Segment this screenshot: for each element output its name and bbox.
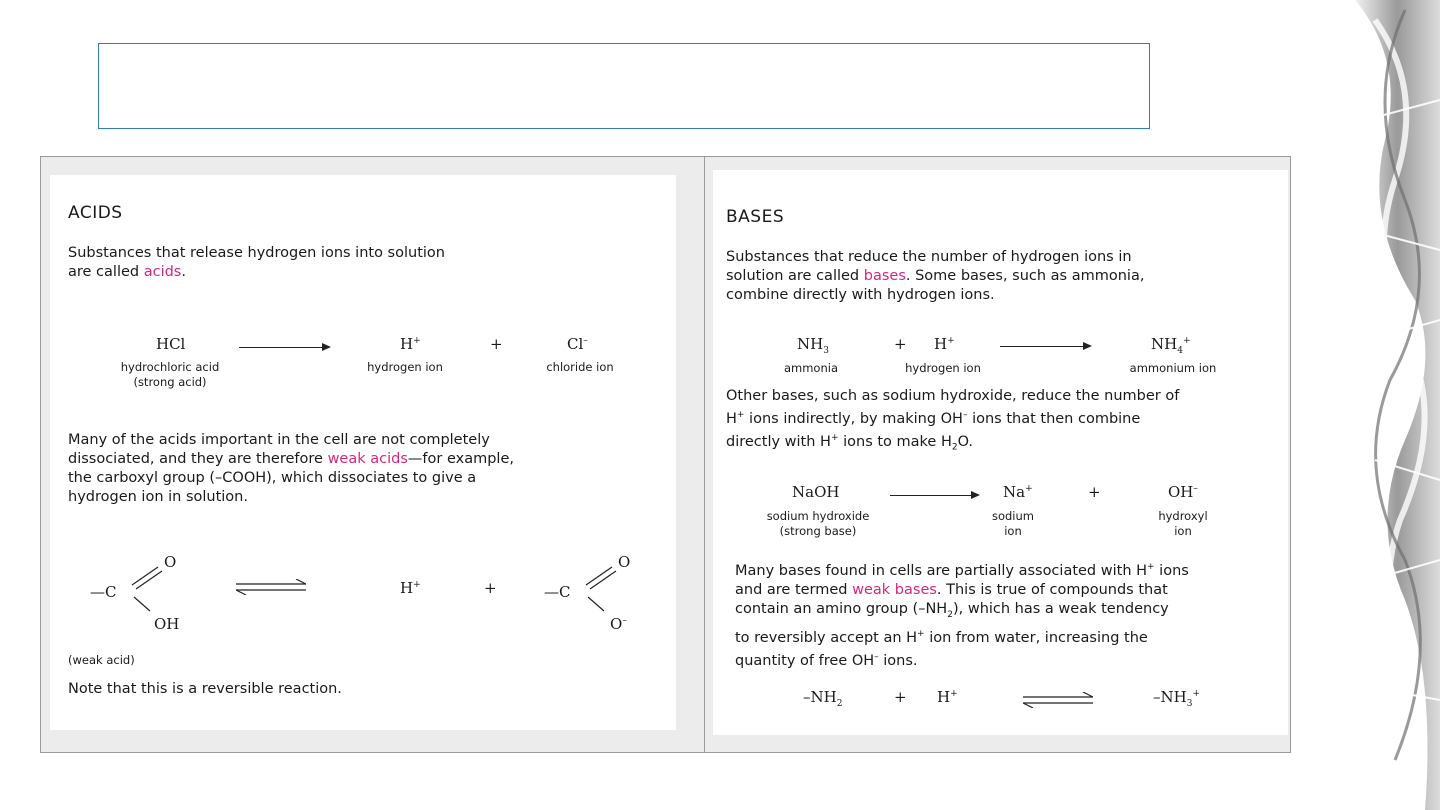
weak-acids-term: weak acids — [327, 451, 408, 467]
carboxyl-bonds — [128, 565, 168, 615]
bases-intro: Substances that reduce the number of hydrogen ions in solution are called bases. Some bases, such as ammonia, combine directly with hydrogen ions. — [726, 249, 1145, 303]
ammonia-label: ammonia — [783, 361, 839, 375]
weak-bases-term: weak bases — [852, 581, 937, 598]
hydroxyl-ion-label: hydroxyl ion — [1158, 509, 1208, 538]
bases-paragraph-2: Other bases, such as sodium hydroxide, reduce the number of H+ ions indirectly, by making OH– ions that then combine directly with H+ ions to make $H_2O$. — [726, 388, 1180, 453]
plus-sign: + — [490, 335, 503, 353]
acids-intro-line: Substances that release hydrogen ions into solution — [68, 245, 445, 261]
hydrogen-ion-formula: H+ — [400, 335, 421, 353]
acids-intro-line: are called acids. — [68, 264, 186, 280]
equilibrium-arrow — [236, 579, 306, 595]
hydroxyl-ion-formula: OH– — [1168, 483, 1198, 501]
chloride-ion-formula: Cl– — [567, 335, 588, 353]
ammonium-label: ammonium ion — [1129, 361, 1217, 375]
acids-term: acids — [143, 264, 182, 280]
carboxylate-carbon: —C — [544, 583, 571, 601]
reaction-arrow — [239, 347, 329, 348]
naoh-label: sodium hydroxide (strong base) — [766, 509, 870, 538]
carboxylate-anion-oxygen: O– — [610, 615, 627, 633]
plus-sign: + — [484, 579, 497, 597]
chloride-ion-label: chloride ion — [546, 360, 614, 374]
panel-divider — [704, 156, 705, 753]
hydrogen-ion-formula: H+ — [934, 335, 955, 353]
equilibrium-arrow — [1023, 692, 1093, 708]
hcl-label: hydrochloric acid (strong acid) — [120, 360, 220, 389]
bases-heading: BASES — [726, 207, 785, 227]
hydroxyl-group: OH — [154, 615, 180, 633]
bases-term: bases — [863, 268, 906, 284]
dna-helix-icon — [1345, 0, 1440, 810]
carbon-atom: —C — [90, 583, 117, 601]
slide-title-box — [98, 43, 1150, 129]
weak-acid-label: (weak acid) — [68, 653, 135, 667]
ammonium-formula: $NH_4^+$ — [1151, 335, 1191, 356]
reaction-arrow — [1000, 346, 1090, 347]
amino-group-formula: $-NH_2$ — [803, 688, 843, 709]
plus-sign: + — [894, 335, 907, 353]
sodium-ion-label: sodium ion — [991, 509, 1034, 538]
released-hydrogen-ion: H+ — [400, 579, 421, 597]
acids-intro — [68, 244, 445, 282]
acids-heading: ACIDS — [68, 203, 123, 223]
hydrogen-ion-formula: H+ — [937, 688, 958, 706]
carbonyl-oxygen: O — [164, 553, 177, 571]
naoh-formula: NaOH — [792, 483, 840, 501]
protonated-amino-formula: $-NH_3^+$ — [1153, 688, 1200, 709]
reversible-note: Note that this is a reversible reaction. — [68, 681, 342, 697]
acids-panel — [50, 175, 676, 730]
bases-paragraph-3: Many bases found in cells are partially associated with H+ ions and are termed weak bases. This is true of compounds that contain an amino group $(-NH_2)$, which has a weak tendency to reversibly accept an H+ ion from water, increasing the quantity of free OH– ions. — [735, 562, 1189, 669]
acids-paragraph-2: Many of the acids important in the cell are not completely dissociated, and they are therefore weak acids—for example, the carboxyl group (–COOH), which dissociates to give a hydrogen ion in solution. — [68, 432, 514, 505]
reaction-arrow — [890, 495, 978, 496]
carboxylate-oxygen: O — [618, 553, 631, 571]
bases-panel — [713, 170, 1288, 735]
hydrogen-ion-label: hydrogen ion — [367, 360, 443, 374]
plus-sign: + — [1088, 483, 1101, 501]
sodium-ion-formula: Na+ — [1003, 483, 1033, 501]
carboxylate-bonds — [582, 565, 622, 615]
hcl-formula: HCl — [156, 335, 186, 353]
hydrogen-ion-label: hydrogen ion — [905, 361, 981, 375]
plus-sign: + — [894, 688, 907, 706]
ammonia-formula: $NH_3$ — [797, 335, 829, 356]
